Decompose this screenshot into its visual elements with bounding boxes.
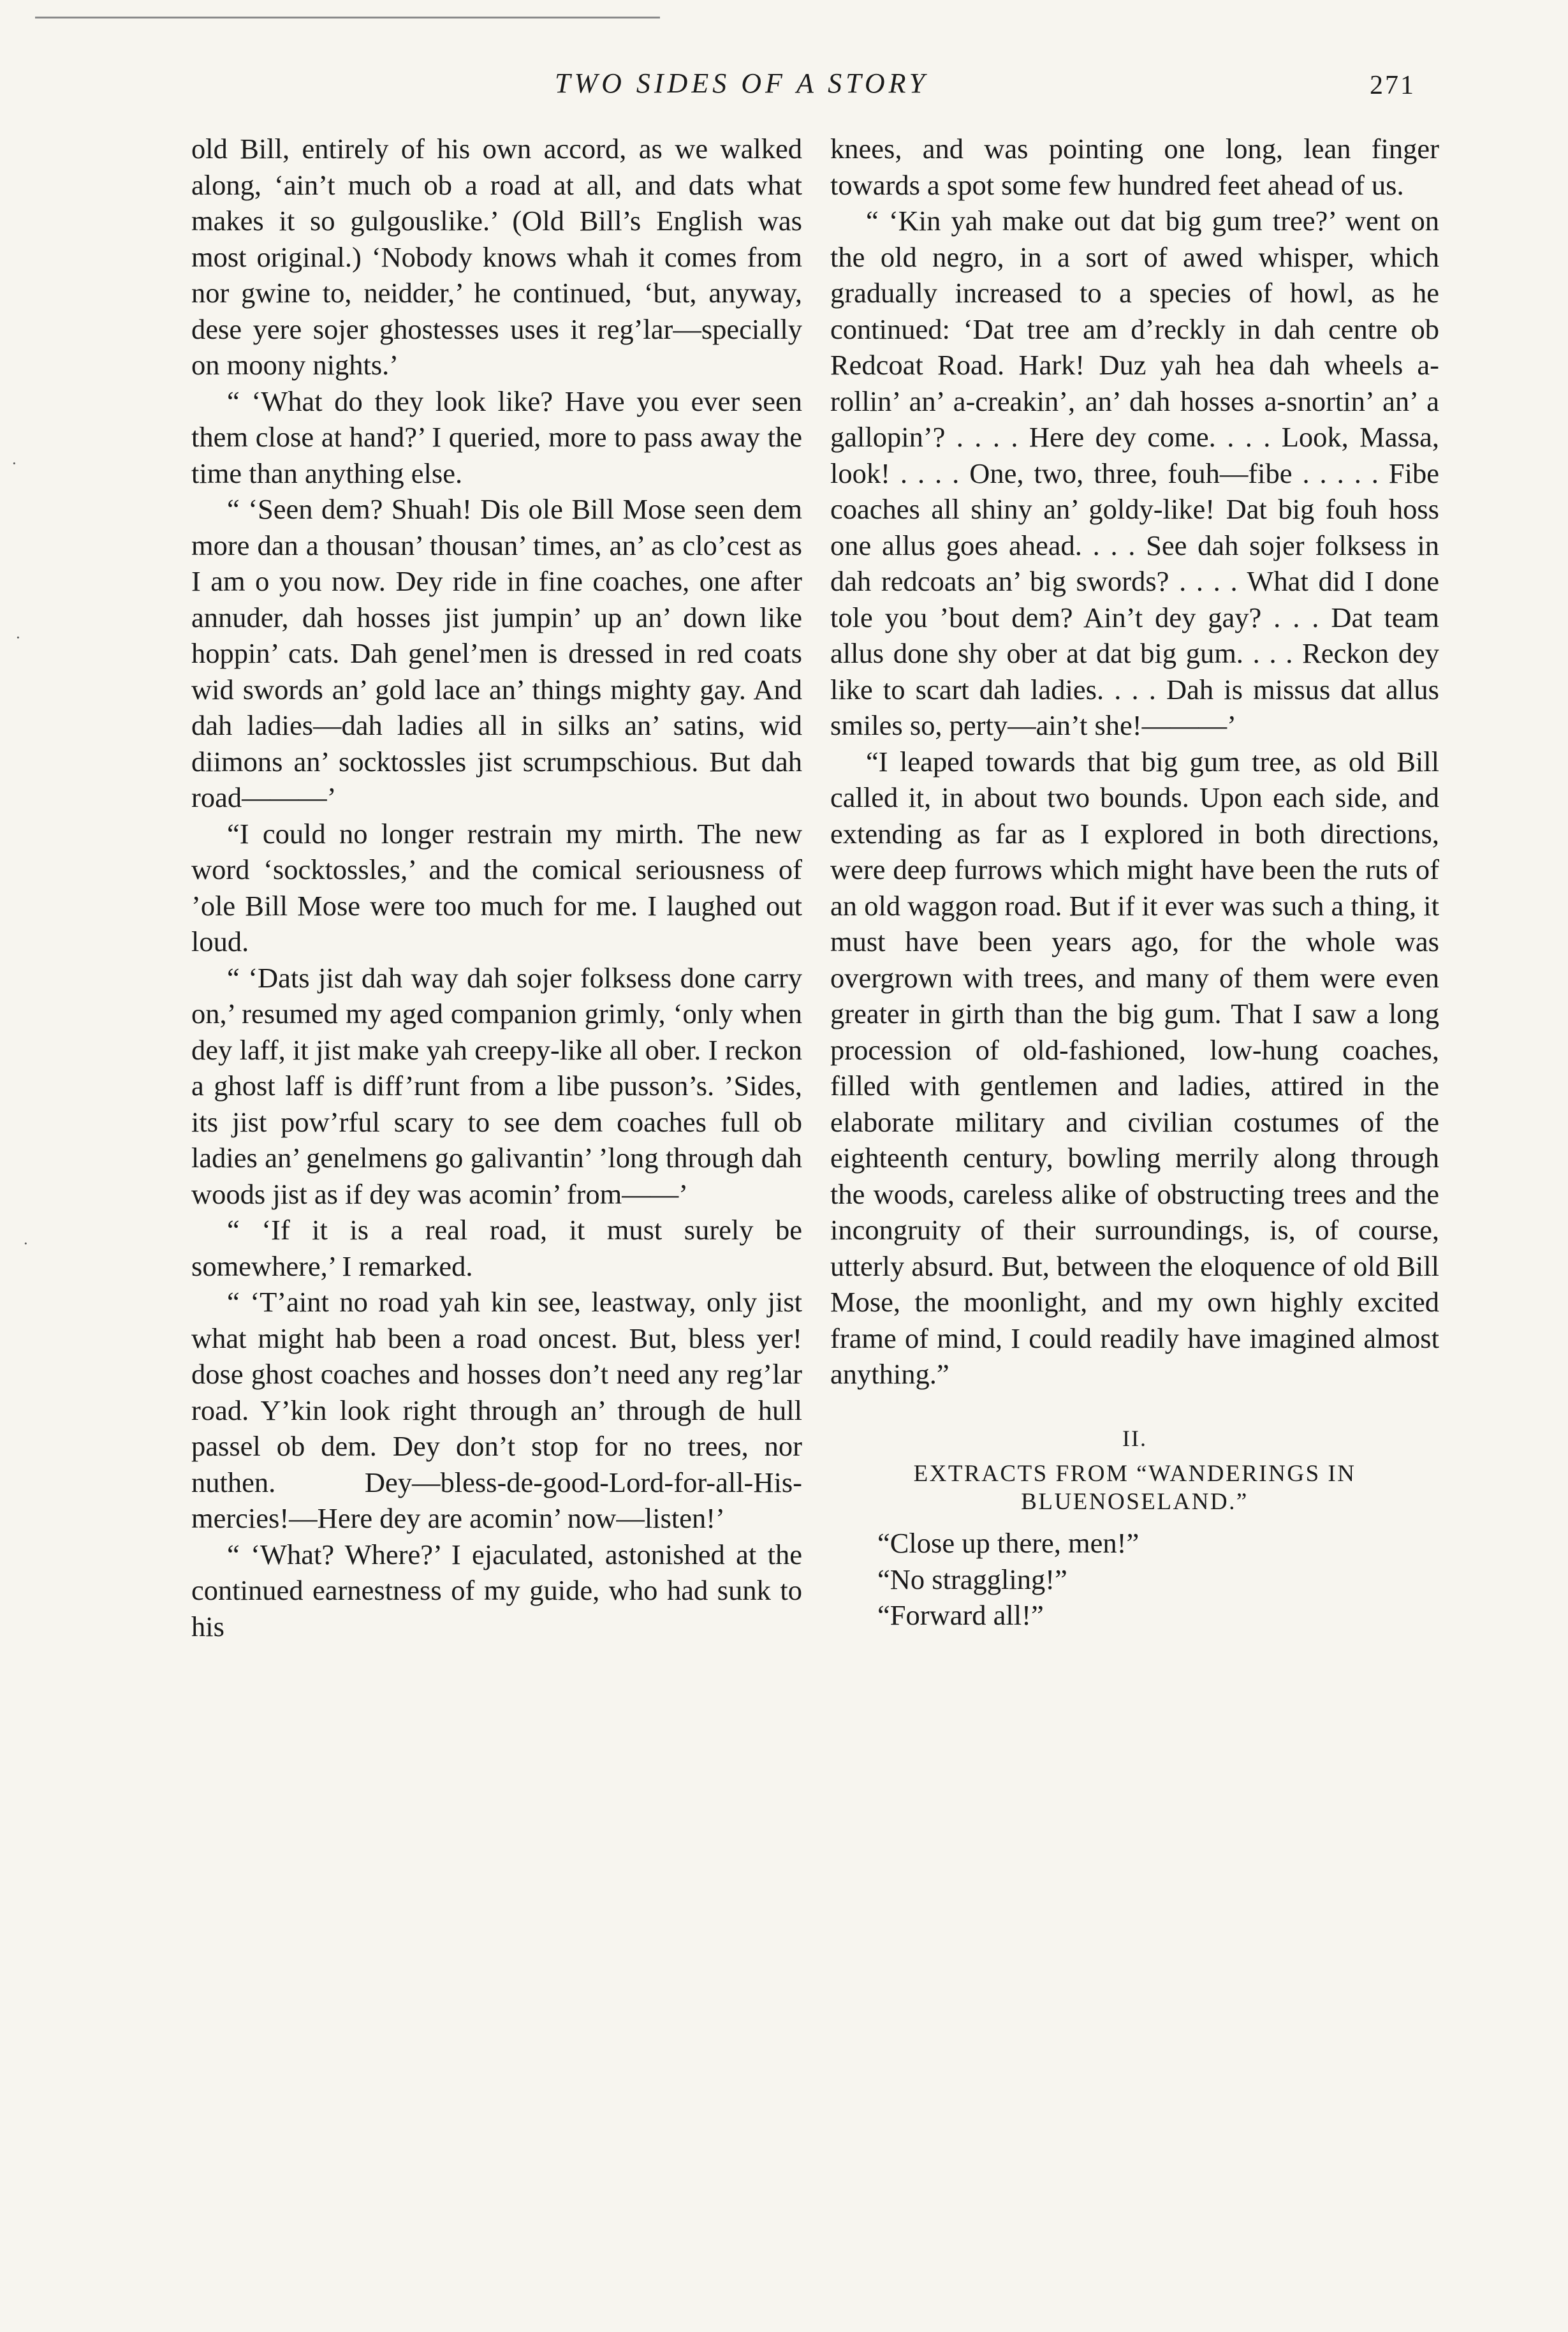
margin-mark: · xyxy=(23,1234,29,1253)
paragraph: “I leaped towards that big gum tree, as old Bill called it, in about two bounds. Upon each side, and extending as far as I explored in both directions, were deep furrows which might have been the ruts of an old waggon road. But if it ever was such a thing, it must have been years ago, for the whole was overgrown with trees, and many of them were even greater in girth than the big gum. That I saw a long procession of old-fashioned, low-hung coaches, filled with gentlemen and ladies, attired in the elaborate military and civilian costumes of the eighteenth century, bowling merrily along through the woods, careless alike of obstructing trees and the incongruity of their surroundings, is, of course, utterly absurd. But, between the eloquence of old Bill Mose, the moonlight, and my own highly excited frame of mind, I could readily have imagined almost anything.” xyxy=(830,745,1439,1390)
paragraph: old Bill, entirely of his own accord, as we walked along, ‘ain’t much ob a road at all, and dats what makes it so gulgouslike.’ (Old Bill’s English was most original.) ‘Nobody knows whah it comes from nor gwine to, neidder,’ he continued, ‘but, anyway, dese yere sojer ghostesses uses it reg’lar—specially on moony nights.’ xyxy=(191,133,802,381)
right-column xyxy=(830,131,1439,1634)
page-number: 271 xyxy=(1370,71,1416,100)
paragraph: “ ‘Seen dem? Shuah! Dis ole Bill Mose seen dem more dan a thousan’ thousan’ times, an’ as clo’cest as I am o you now. Dey ride in fine coaches, one after annuder, dah hosses jist jumpin’ up an’ down like hoppin’ cats. Dah genel’men is dressed in red coats wid swords an’ gold lace an’ things mighty gay. And dah ladies—dah ladies all in silks an’ satins, wid diimons an’ socktossles jist scrumpschious. But dah road———’ xyxy=(191,493,802,813)
paragraph: “ ‘Dats jist dah way dah sojer folksess done carry on,’ resumed my aged companion grimly, ‘only when dey laff, it jist make yah creepy-like all ober. I reckon a ghost laff is diff’runt from a libe pusson’s. ’Sides, its jist pow’rful scary to see dem coaches full ob ladies an’ genelmens go galivantin’ ’long through dah woods jist as if dey was acomin’ from——’ xyxy=(191,961,802,1210)
paragraph: “ ‘T’aint no road yah kin see, leastway, only jist what might hab been a road oncest. But, bless yer! dose ghost coaches and hosses don’t need any reg’lar road. Y’kin look right through an’ through de hull passel ob dem. Dey don’t stop for no trees, nor nuthen. Dey—bless-de-good-Lord-for-all-His-mercies!—Here dey are acomin’ now—listen!’ xyxy=(191,1286,802,1534)
top-rule xyxy=(35,17,660,18)
section-heading: EXTRACTS FROM “WANDERINGS IN BLUENOSELAND.” xyxy=(913,1461,1356,1515)
margin-mark: · xyxy=(11,454,17,473)
command-line: “No straggling!” xyxy=(877,1563,1067,1595)
running-title: TWO SIDES OF A STORY xyxy=(555,68,929,99)
paragraph: “ ‘What? Where?’ I ejaculated, astonished at the continued earnestness of my guide, who had sunk to his xyxy=(191,1538,802,1642)
command-line: “Forward all!” xyxy=(877,1599,1044,1631)
paragraph: “ ‘Kin yah make out dat big gum tree?’ went on the old negro, in a sort of awed whisper, which gradually increased to a species of howl, as he continued: ‘Dat tree am d’reckly in dah centre ob Redcoat Road. Hark! Duz yah hea dah wheels a-rollin’ an’ a-creakin’, an’ dah hosses a-snortin’ an’ a gallopin’? . . . . Here dey come. . . . Look, Massa, look! . . . . One, two, three, fouh—fibe . . . . . Fibe coaches all shiny an’ goldy-like! Dat big fouh hoss one allus goes ahead. . . . See dah sojer folksess in dah redcoats an’ big swords? . . . . What did I done tole you ’bout dem? Ain’t dey gay? . . . Dat team allus done shy ober at dat big gum. . . . Reckon dey like to scart dah ladies. . . . Dah is missus dat allus smiles so, perty—ain’t she!———’ xyxy=(830,205,1439,741)
margin-mark: · xyxy=(15,628,21,647)
section-numeral: II. xyxy=(1122,1425,1147,1451)
paragraph: knees, and was pointing one long, lean finger towards a spot some few hundred feet ahead of us. xyxy=(830,133,1439,201)
paragraph: “ ‘If it is a real road, it must surely be somewhere,’ I remarked. xyxy=(191,1214,802,1282)
paragraph: “I could no longer restrain my mirth. The new word ‘socktossles,’ and the comical seriousness of ’ole Bill Mose were too much for me. I laughed out loud. xyxy=(191,817,802,957)
left-column xyxy=(191,131,802,1644)
paragraph: “ ‘What do they look like? Have you ever seen them close at hand?’ I queried, more to pass away the time than anything else. xyxy=(191,385,802,489)
command-line: “Close up there, men!” xyxy=(877,1527,1139,1559)
